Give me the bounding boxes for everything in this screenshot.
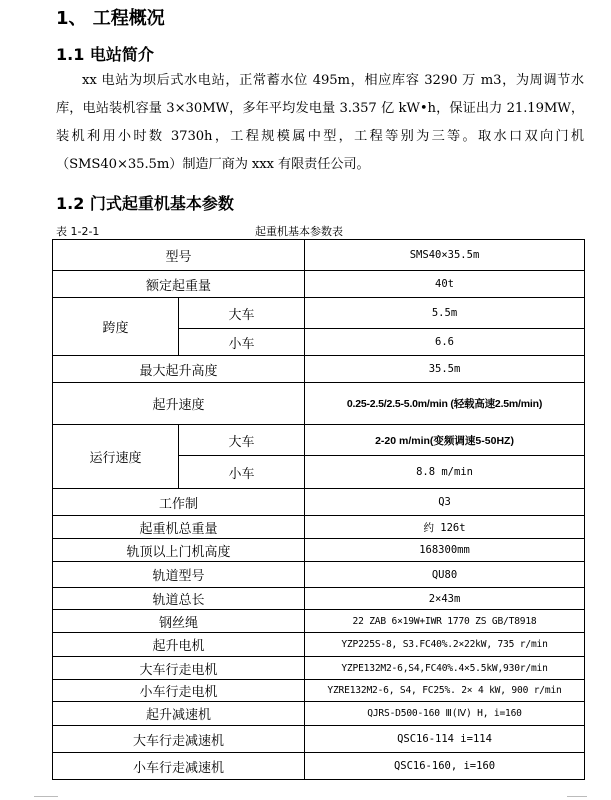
section-heading: 1、 工程概况 (56, 8, 165, 29)
row-value: Q3 (305, 489, 585, 516)
row-value: YZP225S-8, S3.FC40%.2×22kW, 735 r/min (305, 633, 585, 657)
row-label: 最大起升高度 (53, 356, 305, 383)
row-value: 6.6 (305, 329, 585, 356)
row-value: 35.5m (305, 356, 585, 383)
table-row (53, 680, 585, 702)
intro-subheading: 1.1 电站简介 (56, 45, 154, 64)
row-value: QSC16-114 i=114 (305, 726, 585, 753)
params-subheading: 1.2 门式起重机基本参数 (56, 194, 234, 213)
row-sublabel: 大车 (179, 425, 305, 456)
row-value: 8.8 m/min (305, 456, 585, 489)
table-row (53, 588, 585, 610)
table-row (53, 271, 585, 298)
row-label: 大车行走减速机 (53, 726, 305, 753)
table-row (53, 753, 585, 780)
row-label: 运行速度 (53, 425, 179, 489)
table-row (53, 383, 585, 425)
row-value: QU80 (305, 562, 585, 588)
row-value: SMS40×35.5m (305, 240, 585, 271)
row-label: 起重机总重量 (53, 516, 305, 539)
row-label: 轨道总长 (53, 588, 305, 610)
row-value: 5.5m (305, 298, 585, 329)
row-value: YZPE132M2-6,S4,FC40%.4×5.5kW,930r/min (305, 657, 585, 680)
table-number: 表 1-2-1 (56, 225, 100, 238)
table-title: 起重机基本参数表 (255, 225, 343, 238)
table-row (53, 356, 585, 383)
row-value: 40t (305, 271, 585, 298)
table-row (53, 489, 585, 516)
row-value: QJRS-D500-160 Ⅲ(Ⅳ) H, i=160 (305, 702, 585, 726)
table-row (53, 633, 585, 657)
row-label: 钢丝绳 (53, 610, 305, 633)
intro-paragraph: xx 电站为坝后式水电站，正常蓄水位 495m，相应库容 3290 万 m3，为周调节水库，电站装机容量 3×30MW，多年平均发电量 3.357 亿 kW•h，保证出力 21.19MW，装机利用小时数 3730h，工程规模属中型，工程等别为三等。取水口双向门机（SMS40×35.5m）制造厂商为 xxx 有限责任公司。 (56, 73, 584, 172)
row-label: 起升速度 (53, 383, 305, 425)
table-row (53, 702, 585, 726)
table-row (53, 610, 585, 633)
row-value: 2-20 m/min(变频调速5-50HZ) (305, 425, 585, 456)
page-corner-mark (34, 796, 58, 797)
row-value: 约 126t (305, 516, 585, 539)
table-row (53, 562, 585, 588)
row-label: 工作制 (53, 489, 305, 516)
table-row (53, 425, 585, 456)
row-sublabel: 大车 (179, 298, 305, 329)
row-label: 大车行走电机 (53, 657, 305, 680)
row-value: 168300mm (305, 539, 585, 562)
row-label: 起升电机 (53, 633, 305, 657)
crane-params-table (52, 239, 585, 780)
table-row (53, 726, 585, 753)
row-label: 轨顶以上门机高度 (53, 539, 305, 562)
row-label: 跨度 (53, 298, 179, 356)
row-label: 小车行走电机 (53, 680, 305, 702)
row-value: 0.25-2.5/2.5-5.0m/min (轻载高速2.5m/min) (305, 383, 585, 425)
row-label: 轨道型号 (53, 562, 305, 588)
row-label: 起升减速机 (53, 702, 305, 726)
row-label: 小车行走减速机 (53, 753, 305, 780)
row-value: 22 ZAB 6×19W+IWR 1770 ZS GB/T8918 (305, 610, 585, 633)
table-row (53, 298, 585, 329)
row-sublabel: 小车 (179, 456, 305, 489)
table-row (53, 240, 585, 271)
row-value: YZRE132M2-6, S4, FC25%. 2× 4 kW, 900 r/min (305, 680, 585, 702)
page-corner-mark (567, 796, 587, 797)
table-row (53, 516, 585, 539)
table-row (53, 539, 585, 562)
row-sublabel: 小车 (179, 329, 305, 356)
row-value: 2×43m (305, 588, 585, 610)
table-row (53, 657, 585, 680)
row-label: 额定起重量 (53, 271, 305, 298)
row-label: 型号 (53, 240, 305, 271)
row-value: QSC16-160, i=160 (305, 753, 585, 780)
